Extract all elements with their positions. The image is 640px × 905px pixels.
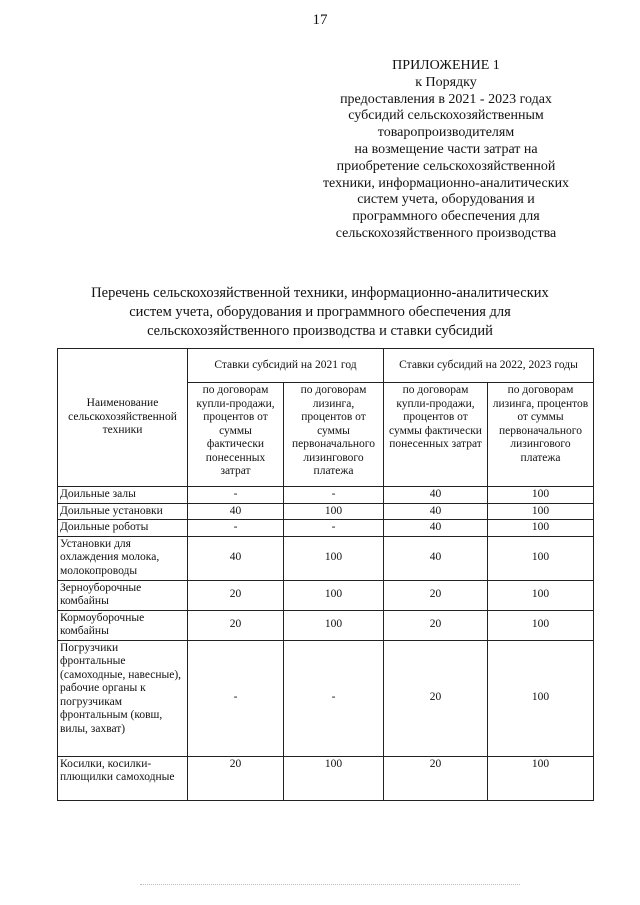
row-name: Установки для охлаждения молока, молокопроводы [58, 536, 188, 580]
table-row [58, 610, 594, 640]
row-name: Доильные установки [58, 503, 188, 520]
cell-2021-leasing: - [284, 487, 384, 504]
title-line: Перечень сельскохозяйственной техники, информационно-аналитических [91, 285, 549, 301]
appendix-line: техники, информационно-аналитических [322, 175, 570, 191]
cell-2021-leasing: - [284, 520, 384, 537]
cell-2022-purchase: 20 [384, 756, 488, 800]
table-row [58, 503, 594, 520]
cell-2021-purchase: - [188, 487, 284, 504]
table-row [58, 487, 594, 504]
cell-2022-leasing: 100 [488, 580, 594, 610]
table-row [58, 756, 594, 800]
cell-2021-purchase: - [188, 520, 284, 537]
cell-2022-leasing: 100 [488, 487, 594, 504]
appendix-line: систем учета, оборудования и [357, 192, 535, 208]
scan-edge-line [140, 884, 520, 885]
title-line: систем учета, оборудования и программного обеспечения для [129, 304, 511, 320]
cell-2021-purchase: 20 [188, 610, 284, 640]
appendix-header [300, 58, 592, 243]
appendix-line: предоставления в 2021 - 2023 годах [340, 91, 552, 107]
cell-2022-purchase: 40 [384, 536, 488, 580]
table-row [58, 640, 594, 756]
cell-2022-purchase: 20 [384, 610, 488, 640]
cell-2022-leasing: 100 [488, 640, 594, 756]
document-title [60, 284, 580, 341]
cell-2022-purchase: 20 [384, 640, 488, 756]
table-row [58, 536, 594, 580]
cell-2022-leasing: 100 [488, 503, 594, 520]
row-name: Косилки, косилки-плющилки самоходные [58, 756, 188, 800]
cell-2021-leasing: 100 [284, 756, 384, 800]
column-header-2022-leasing: по договорам лизинга, процентов от суммы первоначального лизингового платежа [488, 383, 594, 487]
cell-2021-leasing: - [284, 640, 384, 756]
cell-2022-leasing: 100 [488, 520, 594, 537]
row-name: Доильные роботы [58, 520, 188, 537]
cell-2022-leasing: 100 [488, 536, 594, 580]
cell-2021-purchase: 20 [188, 756, 284, 800]
row-name: Кормоуборочные комбайны [58, 610, 188, 640]
subsidy-rates-table [57, 348, 594, 801]
cell-2021-purchase: 40 [188, 503, 284, 520]
cell-2021-leasing: 100 [284, 503, 384, 520]
row-name: Доильные залы [58, 487, 188, 504]
cell-2022-purchase: 40 [384, 487, 488, 504]
appendix-heading: ПРИЛОЖЕНИЕ 1 [392, 58, 500, 73]
appendix-line: товаропроизводителям [377, 125, 515, 141]
appendix-line: программного обеспечения для [352, 209, 540, 225]
column-header-2022-purchase: по договорам купли-продажи, процентов от суммы фактически понесенных затрат [384, 383, 488, 487]
appendix-line: к Порядку [415, 74, 477, 90]
appendix-line: сельскохозяйственного производства [335, 225, 557, 241]
appendix-line: приобретение сельскохозяйственной [336, 158, 556, 174]
appendix-line: на возмещение части затрат на [354, 141, 538, 157]
cell-2021-purchase: - [188, 640, 284, 756]
cell-2021-purchase: 40 [188, 536, 284, 580]
cell-2022-purchase: 40 [384, 503, 488, 520]
cell-2022-leasing: 100 [488, 756, 594, 800]
row-name: Погрузчики фронтальные (самоходные, навесные), рабочие органы к погрузчикам фронтальным (ковш, вилы, захват) [58, 640, 188, 756]
cell-2021-leasing: 100 [284, 580, 384, 610]
cell-2022-purchase: 20 [384, 580, 488, 610]
column-header-2021-purchase: по договорам купли-продажи, процентов от суммы фактически понесенных затрат [188, 383, 284, 487]
appendix-line: субсидий сельскохозяйственным [348, 108, 544, 124]
table-row [58, 580, 594, 610]
cell-2022-leasing: 100 [488, 610, 594, 640]
cell-2021-leasing: 100 [284, 536, 384, 580]
column-header-2021-leasing: по договорам лизинга, процентов от суммы первоначального лизингового платежа [284, 383, 384, 487]
column-group-2022-2023: Ставки субсидий на 2022, 2023 годы [384, 349, 594, 383]
cell-2022-purchase: 40 [384, 520, 488, 537]
row-name: Зерноуборочные комбайны [58, 580, 188, 610]
column-header-name: Наименование сельскохозяйственной техники [58, 349, 188, 487]
cell-2021-leasing: 100 [284, 610, 384, 640]
column-group-2021: Ставки субсидий на 2021 год [188, 349, 384, 383]
page-number: 17 [312, 12, 328, 28]
cell-2021-purchase: 20 [188, 580, 284, 610]
table-row [58, 520, 594, 537]
title-line: сельскохозяйственного производства и ставки субсидий [147, 323, 493, 339]
